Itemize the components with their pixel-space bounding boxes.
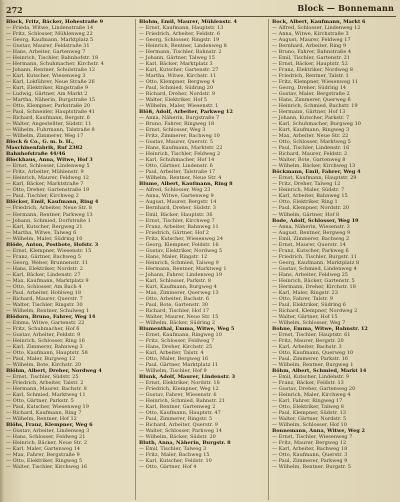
directory-entry: — Fritz, Kutscher, Wiesenweg 24 (139, 235, 224, 242)
directory-entry: — Franz, Arbeiter, Bahnweg 11 (139, 223, 219, 230)
directory-entry: — Walter, Gärtner, Hof 15 (272, 313, 338, 320)
directory-entry: — Hermann, Gärtner, Hof 13 (272, 109, 346, 116)
directory-entry: — Ernst, Kaufmann, Hauptstr. 13 (139, 25, 224, 32)
directory-entry: Blumenthal, Emma, Witwe, Weg 5 (139, 325, 235, 332)
directory-entry: — Hermann, Dreher, Kirchstr. 18 (272, 283, 356, 290)
directory-entry: — Otto, Kaufmann, Querstr. 3 (272, 452, 348, 459)
directory-entry: — Ernst, Maurer, Querstr. 14 (272, 241, 346, 248)
directory-entry: — Wilhelm, Gärtner, Hof 8 (272, 211, 340, 218)
directory-entry: — Wilhelm, Bäcker, Südstr. 20 (139, 434, 216, 441)
directory-entry: — Martha, Witwe, Kirchstr. 11 (139, 73, 217, 80)
directory-entry: — Paul, Gärtner, Marktplatz 11 (139, 361, 219, 368)
directory-entry: — Friedrich, Klempner, Weg 12 (139, 385, 219, 392)
directory-entry: — Richard, Kaufmann, Bergstr. 6 (6, 115, 90, 122)
directory-entry: Böhm, Albert, Schmied, Markt 14 (272, 367, 367, 374)
directory-entry: Blöcker, Emil, Kaufmann, Ring 4 (6, 199, 99, 206)
directory-entry: — Otto, Klempner, Parkstraße 20 (6, 103, 91, 110)
directory-entry: — Hermann, Rentner, Parkweg 13 (6, 211, 93, 218)
directory-entry: — Otto, Elektriker, Ringweg 5 (6, 458, 83, 465)
directory-entry: — Richard, Maurer, Querstr. 7 (6, 295, 83, 302)
directory-entry: — Karl, Arbeiter, Talstr. 4 (139, 349, 204, 356)
directory-entry: — Georg, Klempner, Feldstr. 16 (139, 241, 219, 248)
directory-entry: — Ernst, Bäcker, Hauptstr. 52 (272, 61, 348, 68)
directory-entry: — Walter, Schlosser, Parkweg 14 (139, 428, 222, 435)
page-number: 272 (6, 5, 23, 15)
directory-entry: — Fritz, Schlosser, Mühlenweg 22 (6, 31, 93, 38)
directory-entry: — Heinrich, Maler, Südstr. 7 (272, 187, 345, 194)
directory-entry: — Anna, Näherin, Wiesenstr. 3 (272, 223, 350, 230)
directory-entry: — Karl, Kutscher, Gartenstr. 27 (139, 67, 219, 74)
directory-entry: — Karl, Zimmerer, Bahnweg 3 (6, 343, 83, 350)
directory-entry: — Wilhelm, Schlosser, Weg 7 (272, 319, 346, 326)
directory-entry: — Bruno, Fahrer, Ringweg 18 (139, 121, 215, 128)
directory-entry: — Ernst, Kaufmann, Ringweg 10 (139, 331, 222, 338)
directory-entry: — Paul, Bote, Gartenstr. 30 (139, 301, 209, 308)
directory-entry: — Otto, Gärtner, Parkstr. 5 (6, 397, 74, 404)
directory-entry: — Walter, Tischler, Ringstr. 30 (6, 301, 83, 308)
directory-entry: Blöhs, Franz, Klempner, Weg 6 (6, 422, 93, 429)
directory-entry: — Karl, Schmied, Marktweg 11 (6, 391, 86, 398)
directory-entry: — Friedrich, Arbeiter, Talstr. 2 (6, 379, 84, 386)
directory-entry: Maschinenfabrik, Ruf 2382 (6, 145, 83, 152)
directory-entry: — Wilhelm, Rentner, Neue Str. 4 (139, 175, 222, 182)
directory-entry: — Gustav, Maurer, Querstr. 5 (139, 139, 213, 146)
directory-entry: — Georg, Kaufmann, Marktplatz 5 (6, 37, 94, 44)
directory-entry: — Emil, Tischler, Gartenstr. 21 (272, 55, 350, 62)
directory-entry: — Ernst, Klempner, Wiesenstr. 15 (6, 247, 92, 254)
directory-entry: — Alfred, Schlosser, Weg 23 (139, 187, 211, 194)
directory-entry: — Karl, Maler, Gartenweg 14 (6, 446, 81, 453)
directory-entry: — Heinrich, Schmied, Bahnstr. 21 (139, 397, 226, 404)
directory-entry: — Otto, Elektriker, Talweg 8 (272, 404, 344, 410)
directory-entry: — Franz, Gärtner, Bachweg 5 (6, 253, 81, 260)
directory-entry: — Johann, Gärtner, Talweg 15 (139, 55, 215, 62)
page-gutter (0, 0, 5, 502)
directory-entry: — Hermann, Maurer, Bachstr. 8 (6, 385, 87, 392)
directory-entry: — Richard, Arbeiter, Querstr. 9 (139, 422, 218, 429)
directory-entry: — Otto, Gärtner, Hof 4 (139, 464, 197, 471)
directory-entry: — Karl, Bäcker, Marktstraße 7 (6, 181, 84, 188)
directory-entry: — Wilhelm, Rentner, Schulweg 1 (6, 307, 90, 314)
directory-entry: — Karl, Lokführer, Neue Straße 26 (6, 79, 95, 86)
directory-entry: — Karl, Arbeiter, Bachstr. 3 (272, 343, 342, 350)
directory-entry: — Wilhelm, Rentner, Hof 12 (6, 416, 77, 423)
directory-entry: Blöß, Adolf, Arbeiter, Parkweg 12 (139, 109, 233, 116)
directory-entry: — Otto, Klempner, Bergweg 4 (139, 79, 215, 86)
directory-entry: — Richard, Maurer, Feldstr. 2 (272, 151, 348, 158)
directory-entry: — Paul, Zimmerer, Parkweg 9 (272, 458, 348, 465)
directory-entry: — Karl, Arbeiter, Bachweg 18 (272, 446, 348, 453)
directory-entry: — Paul, Tischler, Kirchweg 2 (6, 193, 79, 200)
directory-entry: — Paul, Arbeiter, Hohlweg 18 (6, 289, 82, 296)
directory-entry: Böckmann, Emil, Fahrer, Weg 4 (272, 169, 361, 176)
directory-entry: — Wilhelm, Maler, Wiesenstr. 1 (139, 103, 219, 110)
directory-entry: — Otto, Elektriker, Ring 1 (272, 199, 338, 206)
directory-entry: Bode, Adolf, Schlosser, Weg 19 (272, 217, 359, 224)
directory-entry: Bock, Albert, Kaufmann, Markt 6 (272, 19, 366, 25)
directory-entry: — Friedrich, Arbeiter, Neue Str. 8 (6, 205, 92, 212)
directory-entry: — Johann, Fahrer, Lindenweg 19 (139, 271, 223, 278)
directory-entry: — Otto, Kaufmann, Hauptstr. 58 (6, 349, 88, 356)
directory-entry: — Hans, Arbeiter, Gartenweg 7 (6, 49, 86, 56)
directory-entry: — Heinrich, Schlosser, Ring 16 (6, 337, 85, 344)
directory-entry: — Kurt, Elektriker, Ringstraße 9 (6, 85, 89, 92)
directory-entry: — Walter, Elektriker, Hof 5 (139, 97, 208, 104)
directory-entry: — Ernst, Schlosser, Lindenweg 5 (6, 163, 90, 170)
column-right (268, 19, 396, 500)
directory-entry: — Heinrich, Tischler, Bahnhofstr. 18 (6, 55, 99, 62)
directory-entry: — Walter, Gärtner, Nordstr. 5 (272, 416, 347, 423)
directory-entry: — Wilhelm, Bäcker, Kirchweg 13 (272, 163, 356, 170)
directory-entry: — Heinrich, Rentner, Lindenweg 8 (139, 43, 227, 50)
directory-entry: — Anna, Näherin, Burgstraße 7 (139, 115, 220, 122)
directory-entry: Blunk, Adolf, Maurer, Lindenstr. 3 (139, 373, 236, 380)
column-middle (135, 19, 263, 500)
directory-entry: — Friedrich, Rentner, Talstr. 1 (272, 73, 349, 80)
directory-entry: — Richard, Klempner, Nordweg 2 (272, 307, 358, 314)
directory-entry: — Hans, Kaufmann, Marktstr. 22 (139, 145, 223, 152)
directory-entry: — Hermann, Tischler, Bahnstr. 2 (139, 49, 222, 56)
directory-entry: — Otto, Gärtner, Lindenstr. 6 (139, 163, 213, 170)
directory-entry: — Karl, Schuhmacher, Burgweg 10 (272, 121, 361, 128)
directory-entry: — Friedrich, Arbeiter, Feldstr. 6 (139, 31, 220, 38)
directory-entry: Block, Fritz, Bäcker, Hohestraße 9 (6, 19, 104, 25)
directory-entry: — Richard, Kaufmann, Ring 7 (6, 410, 82, 417)
directory-entry: Block & Co., G. m. b. H., (6, 139, 74, 146)
directory-entry: — Paul, Elektriker, Südring 6 (272, 301, 346, 308)
directory-entry: — Friedrich, Gärtner, Hof 2 (139, 229, 209, 236)
directory-entry: — Ernst, Kaufmann, Hauptstr. 29 (272, 175, 357, 182)
directory-entry: Bluth, Anna, Näherin, Burgstr. 8 (139, 440, 231, 447)
directory-entry: — Emil, Bäcker, Hauptstr. 36 (139, 211, 213, 218)
directory-entry: — Otto, Arbeiter, Bachstr. 6 (139, 295, 210, 302)
directory-entry: — Franz, Kutscher, Parkweg 6 (272, 247, 349, 254)
directory-entry: — August, Maurer, Feldweg 17 (272, 37, 351, 44)
directory-entry: — Franz, Bäcker, Feldstr. 13 (272, 379, 344, 386)
directory-entry: — Bernhard, Arbeiter, Ring 9 (272, 43, 347, 50)
directory-entry: — Hans, Elektriker, Nordstr. 2 (6, 265, 83, 272)
directory-entry: — Walter, Angestellter, Südstr. 11 (6, 121, 92, 128)
directory-entry: — Frieda, Witwe, Lindenstraße 14 (6, 25, 94, 32)
directory-entry: — Gustav, Maurer, Feldstraße 31 (6, 43, 90, 50)
directory-entry: — Karl, Kutscher, Wiesenweg 3 (6, 73, 86, 80)
directory-entry: — Johann, Rentner, Schulstraße 12 (6, 67, 96, 74)
directory-entry: Blöhm, Albert, Dreher, Nordweg 4 (6, 367, 102, 374)
directory-entry: — Otto, Dreher, Gartenstraße 19 (6, 187, 90, 194)
directory-entry: Blödorn, Bruno, Fahrer, Weg 14 (6, 313, 96, 320)
directory-entry: — Gustav, Dreher, Gartenweg 20 (272, 385, 356, 392)
directory-entry: — Otto, Maler, Bergweg 16 (139, 355, 209, 362)
directory-entry: — Wilhelm, Rentner, Burgstr. 5 (272, 464, 351, 471)
directory-entry: — Heinrich, Bäcker, Neue Str. 2 (6, 440, 88, 447)
directory-entry: — Paul, Zimmerer, Parkstr. 16 (272, 355, 349, 362)
directory-entry: — Wilhelm, Tischler, Hof 9 (139, 367, 207, 374)
directory-entry: — Hermann, Rentner, Marktweg 1 (139, 265, 227, 272)
directory-entry: Bohne, Emma, Witwe, Bahnstr. 12 (272, 325, 368, 332)
directory-entry: — Karl, Schlosser, Parkstr. 8 (139, 277, 211, 284)
directory-entry: — Emil, Kutscher, Lindenstr. 9 (272, 373, 350, 380)
directory-entry: Bahnhofstraße 44/46 (6, 151, 66, 158)
directory-entry: — Paul, Tischler, Lindenstr. 16 (272, 145, 350, 152)
directory-entry: — Richard, Dreher, Nordstr. 9 (139, 91, 216, 98)
directory-entry: — Fritz, Schlosser, Feldweg 7 (139, 337, 215, 344)
directory-entry: — Richard, Tischler, Hof 17 (139, 307, 209, 314)
directory-entry: — Paul, Klempner, Nordstr. 20 (272, 205, 350, 212)
directory-entry: — Paul, Klempner, Südstr. 13 (272, 410, 346, 417)
directory-entry: — Wilhelm, Bote, Kirchstr. 20 (6, 361, 82, 368)
directory-entry: — August, Maurer, Bergstr. 14 (139, 199, 217, 206)
directory-entry: — Hans, Arbeiter, Feldweg 25 (272, 271, 348, 278)
directory-entry: — Ernst, Tischler, Kirchweg 7 (139, 217, 215, 224)
directory-entry: — Hans, Maler, Ringstr. 12 (139, 253, 208, 260)
directory-entry: — Ernst, Elektriker, Nordstr. 18 (139, 379, 220, 386)
directory-entry: — Ernst, Tischler, Hauptstr. 61 (272, 331, 351, 338)
directory-entry: — Paul, Schmied, Südring 20 (139, 85, 214, 92)
directory-entry: — Gustav, Schmied, Lindenweg 4 (272, 265, 357, 272)
directory-entry: — Wilhelm, Schlosser, Hof 10 (272, 422, 347, 429)
directory-entry: — Walter, Bote, Gartenweg 8 (272, 157, 346, 164)
directory-entry: — August, Rentner, Bergweg 9 (272, 229, 351, 236)
directory-entry: — Hermann, Schuhmacher, Kirchstr. 4 (6, 61, 104, 68)
directory-entry: — Hans, Zimmerer, Querweg 6 (272, 97, 351, 104)
directory-entry: Blohm, Emil, Maurer, Mühlenstr. 4 (139, 19, 238, 25)
directory-entry: — Karl, Kutscher, Feldstr. 10 (139, 458, 212, 465)
directory-entry: — Fritz, Zimmerer, Bachweg 10 (139, 133, 220, 140)
directory-entry: — Ludwig, Gärtner, Am Markt 2 (6, 91, 88, 98)
directory-entry: — Max, Fahrer, Bergstraße 9 (6, 452, 80, 459)
directory-entry: — Heinrich, Maurer, Feldweg 12 (6, 175, 89, 182)
directory-entry: — Johann, Kutscher, Parkstr. 7 (272, 115, 350, 122)
directory-entry: — Wilhelm, Zimmerer, Weg 17 (6, 133, 84, 140)
directory-entry: — Hans, Schlosser, Feldweg 21 (6, 434, 86, 441)
directory-entry: — Karl, Bäcker, Marktplatz 3 (139, 61, 213, 68)
directory-entry: — Fritz, Arbeiter, Mühlenstr. 9 (6, 169, 84, 176)
directory-entry: — Paul, Zimmerer, Ringstr. 5 (139, 416, 213, 423)
directory-entry: — Fritz, Dreher, Talweg 12 (272, 181, 341, 188)
directory-entry: — Gustav, Fahrer, Wiesenstr. 6 (139, 391, 217, 398)
directory-entry: — Heinrich, Schmied, Bachstr. 19 (272, 103, 358, 110)
directory-entry: — Paul, Schneider, Hauptstraße 41 (6, 109, 96, 116)
directory-entry: — Wilhelm, Rentner, Burgweg 1 (272, 361, 354, 368)
directory-entry: — Martha, Witwe, Talweg 6 (6, 229, 77, 236)
directory-entry: — Hans, Dreher, Kirchstr. 25 (139, 343, 213, 350)
directory-entry: — Karl, Fahrer, Ringweg 17 (272, 397, 343, 404)
directory-entry: — Otto, Fahrer, Talstr. 9 (272, 295, 333, 302)
directory-entry: — Walter, Maurer, Neue Str. 15 (139, 313, 219, 320)
directory-entry: — Heinrich, Bäcker, Gartenstr. 5 (272, 277, 355, 284)
directory-entry: — Gustav, Maler, Bergstraße 2 (272, 91, 350, 98)
directory-entry: Bonnemann, Anna, Witwe, Weg 2 (272, 428, 365, 435)
directory-entry: — Otto, Schlosser, Am Bach 4 (6, 283, 82, 290)
directory-entry: — Fritz, Maurer, Bergweg 12 (272, 440, 347, 447)
directory-entry: — Franz, Elektriker, Nordweg 8 (272, 67, 353, 74)
directory-entry: — Fritz, Schuhmacher, Hof 6 (6, 325, 80, 332)
directory-entry: — Georg, Weber, Brunnenstr. 11 (6, 259, 89, 266)
directory-entry: — Georg, Kaufmann, Marktplatz 8 (272, 259, 360, 266)
directory-entry: — Emil, Tischler, Talweg 3 (139, 446, 207, 453)
directory-entry: — Anna, Witwe, Gartenweg 9 (139, 193, 214, 200)
directory-entry: — Alfred, Schlosser, Lindenweg 12 (272, 25, 361, 32)
directory-entry: — Bruno, Fahrer, Bahnstraße 4 (272, 49, 352, 56)
directory-entry: — Wilhelm, Bäcker, Südring 2 (139, 319, 216, 326)
directory-entry: — Max, Zimmerer, Querweg 13 (139, 289, 219, 296)
directory-entry: — Fritz, Maler, Bachweg 15 (139, 452, 210, 459)
directory-entry: — Walter, Tischler, Kirchweg 16 (6, 464, 88, 471)
directory-entry: — Friedrich, Tischler, Burgstr. 11 (272, 253, 357, 260)
directory-entry: — Karl, Rentner, Gartenweg 2 (139, 404, 216, 410)
directory-entry: — Karl, Schuhmacher, Hof 14 (139, 157, 215, 164)
directory-entry: — Fritz, Klempner, Wiesenweg 11 (272, 79, 359, 86)
directory-entry: — Ernst, Schlosser, Weg 3 (139, 127, 206, 134)
directory-entry: — Ernst, Tischler, Südstr. 25 (6, 373, 79, 380)
directory-entry: — Otto, Schlosser, Marktweg 5 (272, 139, 351, 146)
directory-entry: — Emma, Witwe, Gartenstr. 22 (6, 319, 85, 326)
directory-entry: — Wilhelm, Fuhrmann, Talstraße 8 (6, 127, 95, 134)
directory-entry: — Ernst, Tischler, Wiesenweg 7 (272, 434, 353, 441)
directory-entry: Blöde, Anton, Postbote, Hofstr. 3 (6, 241, 99, 248)
directory-entry: — Max, Kaufmann, Marktplatz 9 (6, 277, 89, 284)
directory-entry: — Martha, Näherin, Burgstraße 15 (6, 97, 96, 104)
directory-entry: — Karl, Bäcker, Lindenstr. 27 (6, 271, 81, 278)
directory-entry: — Otto, Kaufmann, Querweg 10 (272, 349, 354, 356)
directory-entry: — Gustav, Elektriker, Nordweg 5 (139, 247, 223, 254)
directory-columns (6, 19, 396, 500)
header-rule (6, 16, 396, 17)
directory-entry: — Karl, Maler, Ringstr. 23 (272, 289, 338, 296)
directory-entry: — Paul, Arbeiter, Talstraße 17 (139, 169, 216, 176)
column-left (6, 19, 130, 500)
directory-entry: — Heinrich, Tischler, Feldweg 2 (139, 151, 221, 158)
directory-entry: — Paul, Kutscher, Wiesenweg 19 (6, 404, 89, 410)
directory-entry: — Gustav, Arbeiter, Feldstr. 9 (6, 331, 81, 338)
running-head: Block — Bonnemann (297, 3, 394, 13)
directory-entry: — Max, Arbeiter, Neue Str. 22 (272, 133, 349, 140)
directory-entry: — Johann, Schmied, Dorfstraße 1 (6, 217, 91, 224)
directory-entry: — Otto, Kaufmann, Hauptstr. 47 (139, 410, 221, 417)
directory-entry: — Kurt, Kaufmann, Ringweg 3 (272, 127, 350, 134)
directory-entry: Blockhaus, Anna, Witwe, Hof 3 (6, 157, 93, 164)
directory-entry: — Gustav, Arbeiter, Lindenweg 3 (6, 428, 90, 435)
directory-entry: — Anna, Witwe, Kirchstraße 3 (272, 31, 349, 38)
directory-entry: — Karl, Arbeiter, Bahnweg 15 (272, 193, 348, 200)
directory-entry: — Kurt, Kaufmann, Burgweg 4 (139, 283, 217, 290)
directory-entry: — Paul, Maler, Burgweg 12 (6, 355, 76, 362)
directory-entry: — Emil, Zimmerer, Bachweg 2 (272, 235, 350, 242)
directory-entry: — Wilhelm, Maler, Südring 10 (6, 235, 83, 242)
directory-entry: — Heinrich, Schmied, Talweg 9 (139, 259, 219, 266)
directory-entry: — Karl, Kutscher, Bergweg 21 (6, 223, 83, 230)
directory-entry: — Georg, Schlosser, Ringstr. 19 (139, 37, 220, 44)
directory-entry: — Fritz, Maurer, Bergstr. 20 (272, 337, 344, 344)
directory-entry: — Heinrich, Maler, Kirchweg 4 (272, 391, 351, 398)
directory-entry: — Georg, Dreher, Südring 14 (272, 85, 347, 92)
directory-entry: Blume, Albert, Kaufmann, Ring 8 (139, 181, 233, 188)
directory-entry: — Bernhard, Dreher, Südstr. 3 (139, 205, 216, 212)
